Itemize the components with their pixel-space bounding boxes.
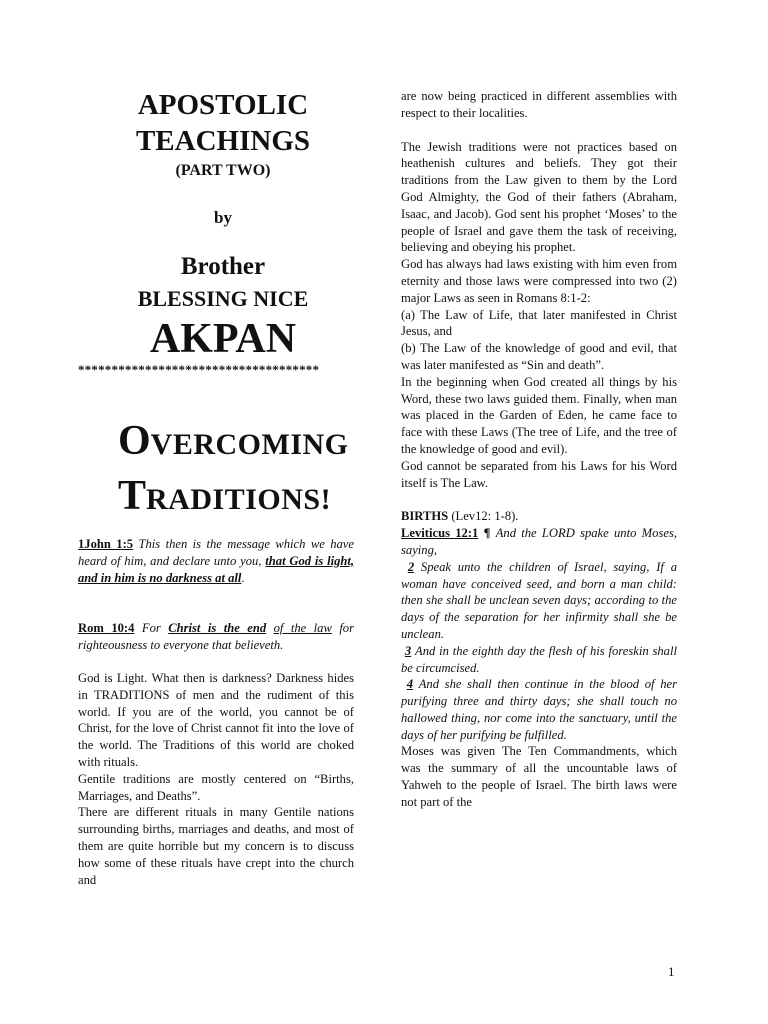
paragraph: are now being practiced in different assemblies with respect to their localities. [401, 89, 677, 120]
headline-line-1: OVERCOMING [118, 418, 349, 464]
paragraph: Moses was given The Ten Commandments, which was the summary of all the uncountable laws of Yahweh to the people of Israel. The birth laws were not part of the [401, 744, 677, 809]
page-number: 1 [668, 964, 675, 979]
births-heading: BIRTHS (Lev12: 1-8). [401, 509, 519, 524]
star-divider: ************************************ [78, 362, 320, 377]
paragraph: (b) The Law of the knowledge of good and evil, that was later manifested as “Sin and death”. [401, 341, 677, 372]
leviticus-12-3: 3 And in the eighth day the flesh of his foreskin shall be circumcised. [401, 643, 677, 675]
left-body [78, 670, 354, 888]
author-name-1: BLESSING NICE [137, 286, 309, 311]
title-line-1: APOSTOLIC [137, 89, 309, 121]
paragraph: God is Light. What then is darkness? Darkness hides in TRADITIONS of men and the rudiment of this world. If you are of the world, you cannot be of Christ, for the love of Christ cannot fit into the love of the world. The Traditions of this world are choked with rituals. [78, 671, 354, 769]
leviticus-12-1: Leviticus 12:1 ¶ And the LORD spake unto Moses, saying, [401, 526, 677, 557]
paragraph: Gentile traditions are mostly centered on “Births, Marriages, and Deaths”. [78, 771, 354, 803]
leviticus-12-2: 2 Speak unto the children of Israel, saying, If a woman have conceived seed, and born a man child: then she shall be unclean seven days; according to the days of the separation for her infirmity shall she be unclean. [401, 559, 677, 641]
author-name-2: AKPAN [149, 316, 297, 362]
headline-line-2: TRADITIONS! [118, 473, 331, 519]
headline [118, 418, 358, 528]
title-by: by [214, 208, 232, 227]
paragraph: God cannot be separated from his Laws for his Word itself is The Law. [401, 458, 677, 490]
title-line-2: TEACHINGS [135, 125, 311, 157]
right-body [401, 88, 677, 811]
paragraph: (a) The Law of Life, that later manifested in Christ Jesus, and [401, 307, 677, 339]
paragraph: In the beginning when God created all things by his Word, these two laws guided them. Finally, when man was placed in the Garden of Eden, he came face to face with these Laws (The tree of Life, and the tree of the knowledge of good and evil). [401, 374, 677, 456]
verse-1john-1-5: 1John 1:5 This then is the message which we have heard of him, and declare unto you, that God is light, and in him is no darkness at all. [78, 537, 355, 585]
paragraph: God has always had laws existing with him even from eternity and those laws were compressed into two (2) major Laws as seen in Romans 8:1-2: [401, 257, 677, 305]
paragraph: The Jewish traditions were not practices based on heathenish cultures and beliefs. They got their traditions from the Law given to them by the Lord God Almighty, the God of their fathers (Abraham, Isaac, and Jacob). God sent his prophet ‘Moses’ to the people of Israel and gave them the task of receiving, believing and obeying his prophet. [401, 139, 677, 255]
author-brother: Brother [180, 253, 266, 280]
verse-rom-10-4: Rom 10:4 For Christ is the end of the law for righteousness to everyone that believeth. [78, 621, 355, 652]
title-part: (PART TWO) [175, 162, 271, 179]
paragraph: There are different rituals in many Gentile nations surrounding births, marriages and deaths, and most of them are quite horrible but my concern is to discuss how some of these rituals have crept into the church and [78, 805, 354, 887]
leviticus-12-4: 4 And she shall then continue in the blood of her purifying three and thirty days; she shall touch no hallowed thing, nor come into the sanctuary, until the days of her purifying be fulfilled. [401, 677, 678, 742]
